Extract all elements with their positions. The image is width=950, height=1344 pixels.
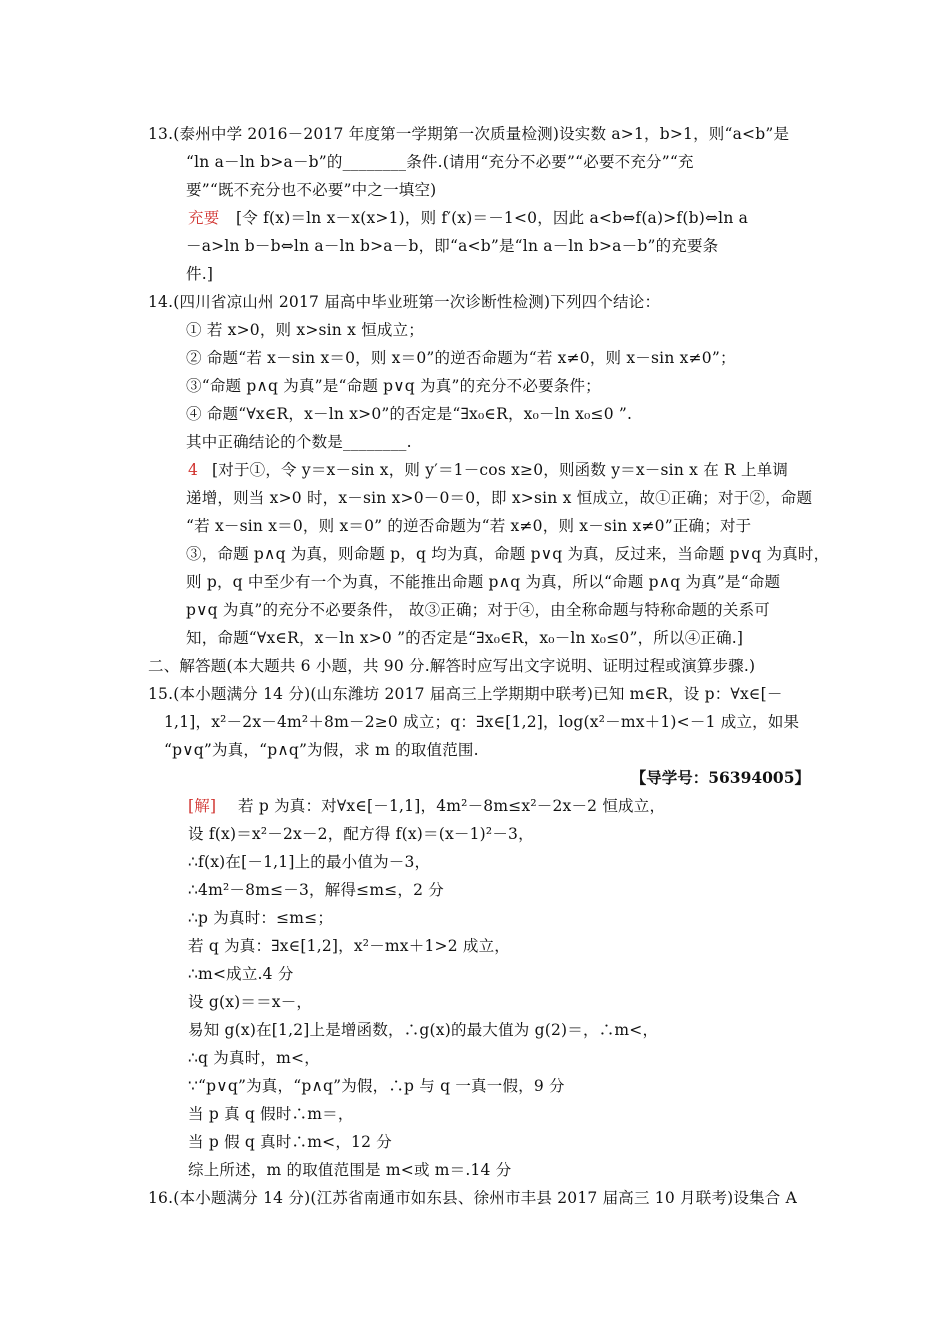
q14-answer-line-7: 知，命题“∀x∈R，x－ln x>0 ”的否定是“∃x₀∈R，x₀－ln x₀≤0”，所以④正确.]	[186, 629, 744, 647]
q15-stem-line-1: 15.(本小题满分 14 分)(山东潍坊 2017 届高三上学期期中联考)已知 m∈R，设 p：∀x∈[－	[148, 685, 783, 703]
q14-answer-line-3: “若 x－sin x＝0，则 x＝0” 的逆否命题为“若 x≠0，则 x－sin x≠0”正确；对于	[186, 517, 752, 535]
q14-answer-line-2: 递增，则当 x>0 时，x－sin x>0－0＝0，即 x>sin x 恒成立，故①正确；对于②，命题	[186, 489, 813, 507]
q13-answer-label: 充要	[188, 209, 220, 227]
q14-item-2: ② 命题“若 x－sin x＝0，则 x＝0”的逆否命题为“若 x≠0，则 x－sin x≠0”；	[186, 349, 736, 367]
q13-stem-line-3: 要”“既不充分也不必要”中之一填空)	[186, 181, 437, 199]
q15-reference-number: 【导学号：56394005】	[630, 768, 810, 787]
q15-solution-line-4: ∴4m²－8m≤－3，解得≤m≤，2 分	[188, 881, 445, 899]
q15-solution-line-8: 设 g(x)＝＝x－，	[188, 993, 313, 1011]
q14-item-3: ③“命题 p∧q 为真”是“命题 p∨q 为真”的充分不必要条件；	[186, 377, 601, 395]
q15-solution-line-3: ∴f(x)在[－1,1]上的最小值为－3，	[188, 853, 431, 871]
q14-question: 其中正确结论的个数是________.	[186, 433, 412, 451]
q15-solution-line-9: 易知 g(x)在[1,2]上是增函数，∴g(x)的最大值为 g(2)＝，∴m<，	[188, 1021, 659, 1039]
q14-answer-line-5: 则 p，q 中至少有一个为真，不能推出命题 p∧q 为真，所以“命题 p∧q 为真”是“命题	[186, 573, 781, 591]
q13-stem-line-1: 13.(泰州中学 2016－2017 年度第一学期第一次质量检测)设实数 a>1，b>1，则“a<b”是	[148, 125, 790, 143]
q13-answer-line-2: －a>ln b－b⇔ln a－ln b>a－b，即“a<b”是“ln a－ln b>a－b”的充要条	[186, 237, 719, 255]
q15-solution-line-10: ∴q 为真时，m<，	[188, 1049, 320, 1067]
q15-solution-label: [解]	[188, 797, 217, 815]
q13-stem-line-2: “ln a－ln b>a－b”的________条件.(请用“充分不必要”“必要不充分”“充	[186, 153, 694, 171]
q16-stem-line-1: 16.(本小题满分 14 分)(江苏省南通市如东县、徐州市丰县 2017 届高三 10 月联考)设集合 A	[148, 1189, 798, 1207]
q14-stem-line-1: 14.(四川省凉山州 2017 届高中毕业班第一次诊断性检测)下列四个结论：	[148, 293, 661, 311]
q15-solution-line-7: ∴m<成立.4 分	[188, 965, 294, 983]
q14-item-4: ④ 命题“∀x∈R，x－ln x>0”的否定是“∃x₀∈R，x₀－ln x₀≤0 ”.	[186, 405, 633, 423]
q15-solution-line-1: 若 p 为真：对∀x∈[－1,1]，4m²－8m≤x²－2x－2 恒成立，	[238, 797, 666, 815]
q14-answer-line-6: p∨q 为真”的充分不必要条件， 故③正确；对于④，由全称命题与特称命题的关系可	[186, 601, 770, 619]
q15-solution-line-12: 当 p 真 q 假时∴m＝，	[188, 1105, 354, 1123]
section-heading: 二、解答题(本大题共 6 小题，共 90 分.解答时应写出文字说明、证明过程或演算步骤.)	[148, 657, 756, 675]
q14-answer-line-1: [对于①，令 y＝x－sin x，则 y′＝1－cos x≥0，则函数 y＝x－sin x 在 R 上单调	[212, 461, 789, 479]
q14-answer-line-4: ③，命题 p∧q 为真，则命题 p，q 均为真，命题 p∨q 为真，反过来，当命题 p∨q 为真时，	[186, 545, 830, 563]
q15-solution-line-2: 设 f(x)＝x²－2x－2，配方得 f(x)＝(x－1)²－3，	[188, 825, 534, 843]
q15-solution-line-5: ∴p 为真时：≤m≤；	[188, 909, 334, 927]
q14-answer-label: 4	[188, 461, 199, 479]
q15-stem-line-2: 1,1]，x²－2x－4m²＋8m－2≥0 成立；q：∃x∈[1,2]，log(x²－mx＋1)<－1 成立，如果	[164, 713, 800, 731]
q15-solution-line-11: ∵“p∨q”为真，“p∧q”为假，∴p 与 q 一真一假，9 分	[188, 1077, 565, 1095]
q13-answer-line-3: 件.]	[186, 265, 214, 283]
q15-stem-line-3: “p∨q”为真，“p∧q”为假，求 m 的取值范围.	[164, 741, 479, 759]
q15-solution-line-14: 综上所述，m 的取值范围是 m<或 m＝.14 分	[188, 1161, 512, 1179]
q13-answer-line-1: [令 f(x)＝ln x－x(x>1)，则 f′(x)＝－1<0，因此 a<b⇔f(a)>f(b)⇔ln a	[236, 209, 749, 227]
q14-item-1: ① 若 x>0，则 x>sin x 恒成立；	[186, 321, 424, 339]
q15-solution-line-6: 若 q 为真：∃x∈[1,2]，x²－mx＋1>2 成立，	[188, 937, 510, 955]
q15-solution-line-13: 当 p 假 q 真时∴m<，12 分	[188, 1133, 392, 1151]
